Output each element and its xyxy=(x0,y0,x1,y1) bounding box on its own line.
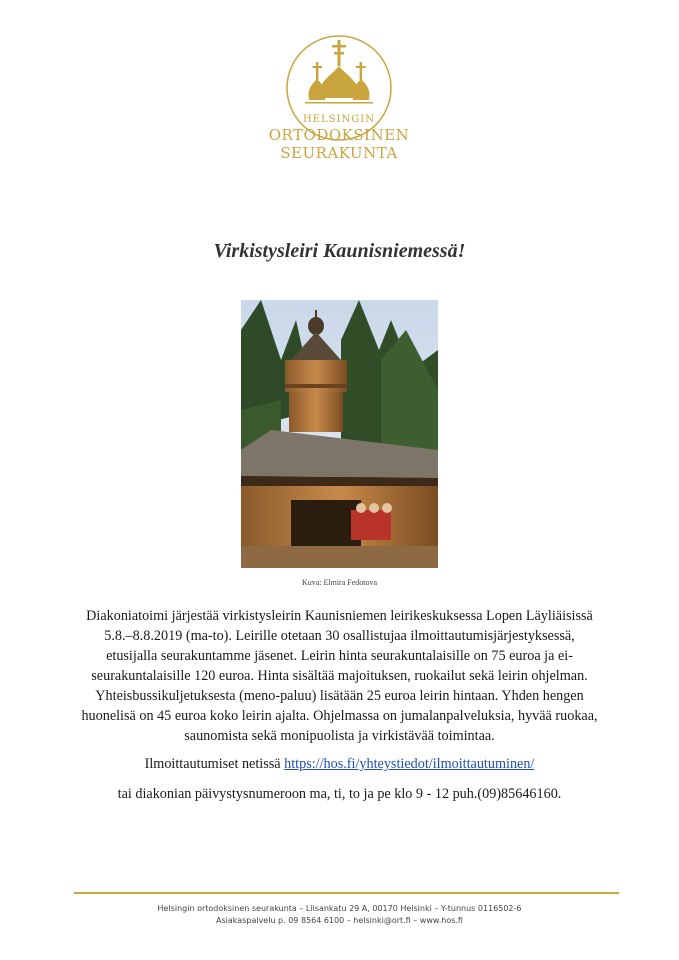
signup-prefix: Ilmoittautumiset netissä xyxy=(144,756,285,772)
signup-link[interactable]: https://hos.fi/yhteystiedot/ilmoittautuminen/ xyxy=(284,756,535,772)
description-paragraph: Diakoniatoimi järjestää virkistysleirin Kaunisniemen leirikeskuksessa Lopen Läyliäisissä 5.8.–8.8.2019 (ma-to). Leirille otetaan 30 osallistujaa ilmoittautumisjärjestyksessä, etusijalla seurakuntamme jäsenet. Leirin hinta seurakuntalaisille on 75 euroa ja ei-seurakuntalaisille 120 euroa. Hinta sisältää majoituksen, ruokailut sekä leirin ohjelman. Yhteisbussikuljetuksesta (meno-paluu) lisätään 25 euroa leirin hintaan. Yhden hengen huonelisä on 45 euroa koko leirin ajalta. Ohjelmassa on jumalanpalveluksia, hyvää ruokaa, saunomista sekä monipuolista ja virkistävää toimintaa. xyxy=(81,608,598,744)
chapel-photo xyxy=(241,300,438,568)
logo-text-line2: ORTODOKSINEN xyxy=(268,126,410,144)
parish-logo xyxy=(253,22,425,170)
body-text xyxy=(80,606,599,804)
footer-address: Helsingin ortodoksinen seurakunta – Liisankatu 29 A, 00170 Helsinki – Y-tunnus 0116502-6 xyxy=(157,904,522,913)
photo-caption: Kuva: Elmira Fedotova xyxy=(301,578,378,587)
footer xyxy=(0,903,679,927)
wooden-chapel-photo xyxy=(241,300,438,568)
footer-contact: Asiakaspalvelu p. 09 8564 6100 – helsinki@ort.fi – www.hos.fi xyxy=(216,916,463,925)
logo-text-line3: SEURAKUNTA xyxy=(280,144,398,162)
logo-text-line1: HELSINGIN xyxy=(303,114,375,125)
phone-line: tai diakonian päivystysnumeroon ma, ti, to ja pe klo 9 - 12 puh.(09)85646160. xyxy=(117,786,562,802)
signup-line xyxy=(80,754,599,774)
footer-divider xyxy=(74,892,619,894)
page-title: Virkistysleiri Kaunisniemessä! xyxy=(213,240,466,262)
